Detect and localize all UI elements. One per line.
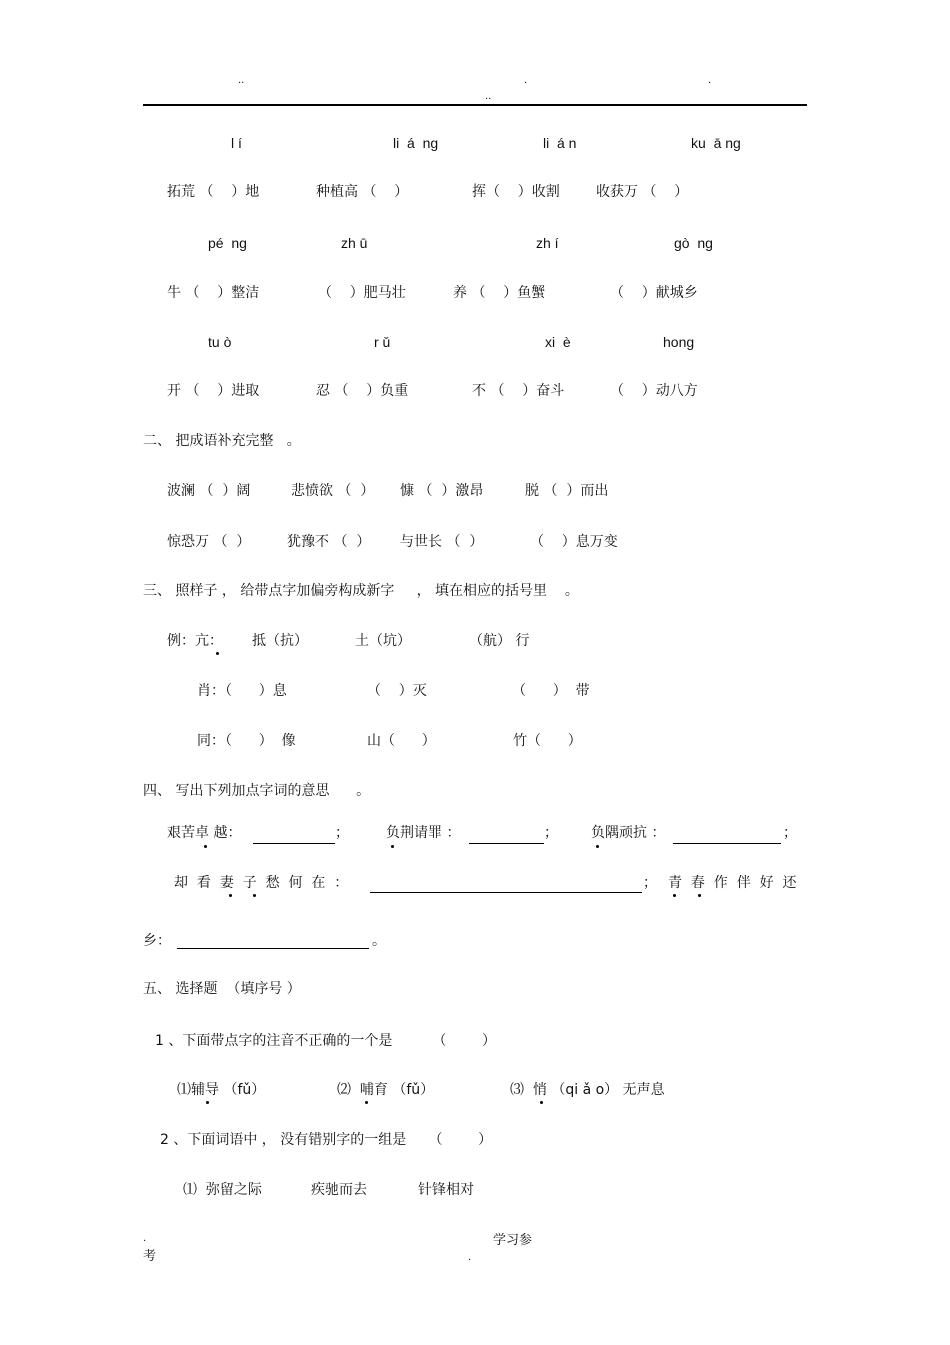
fill-blank-item: 挥（ ）收割 bbox=[472, 184, 560, 200]
idiom-item: 惊恐万 （ ） bbox=[167, 534, 251, 550]
fill-blank-item: 忍 （ ）负重 bbox=[316, 383, 409, 399]
poem-prompt: 青 春 作 伴 好 还 bbox=[668, 875, 797, 891]
option: 针锋相对 bbox=[418, 1182, 474, 1198]
option: ⑴ 弥留之际 bbox=[183, 1182, 262, 1198]
header-mark: . bbox=[708, 75, 712, 86]
idiom-item: 波澜 （ ）阔 bbox=[167, 483, 251, 499]
answer-line[interactable] bbox=[177, 948, 369, 949]
option: 疾驰而去 bbox=[311, 1182, 367, 1198]
semicolon: ； bbox=[544, 825, 558, 841]
pinyin: r ǔ bbox=[374, 334, 391, 350]
example-item: 抵（抗） bbox=[252, 633, 308, 649]
radical-item: 山（ ） bbox=[367, 733, 436, 749]
emphasis-dot bbox=[698, 894, 701, 897]
emphasis-dot bbox=[253, 894, 256, 897]
period: 。 bbox=[372, 933, 386, 949]
poem-prompt: 乡： bbox=[143, 933, 171, 949]
idiom-item: （ ）息万变 bbox=[530, 534, 618, 550]
radical-item: 竹（ ） bbox=[513, 733, 582, 749]
answer-line[interactable] bbox=[469, 843, 544, 844]
header-mark: .. bbox=[238, 75, 245, 86]
pinyin: zh í bbox=[536, 235, 559, 251]
fill-blank-item: 不 （ ）奋斗 bbox=[472, 383, 565, 399]
emphasis-dot bbox=[365, 1101, 368, 1104]
section-title: 三、 照样子 ， 给带点字加偏旁构成新字 ， 填在相应的括号里 。 bbox=[143, 583, 579, 599]
answer-line[interactable] bbox=[370, 892, 642, 893]
word-prompt: 负隅顽抗 ： bbox=[591, 825, 666, 841]
header-rule bbox=[143, 104, 807, 106]
emphasis-dot bbox=[391, 845, 394, 848]
word-prompt: 艰苦卓 越： bbox=[167, 825, 242, 841]
idiom-item: 慷 （ ）激昂 bbox=[400, 483, 484, 499]
footer-text: 学习参 bbox=[493, 1233, 533, 1248]
example-item: （航） 行 bbox=[469, 633, 530, 649]
option: ⑶ 悄 （qi ǎ o） 无声息 bbox=[510, 1082, 665, 1098]
header-mark: .. bbox=[485, 91, 492, 102]
fill-blank-item: 开 （ ）进取 bbox=[167, 383, 260, 399]
emphasis-dot bbox=[229, 894, 232, 897]
fill-blank-item: （ ）肥马壮 bbox=[318, 285, 406, 301]
fill-blank-item: （ ）动八方 bbox=[610, 383, 698, 399]
idiom-item: 悲愤欲 （ ） bbox=[291, 483, 375, 499]
poem-prompt: 却 看 妻 子 愁 何 在 ： bbox=[174, 875, 349, 891]
section-title: 二、 把成语补充完整 。 bbox=[143, 433, 301, 449]
idiom-item: 与世长 （ ） bbox=[400, 534, 484, 550]
pinyin: li á n bbox=[543, 135, 577, 151]
question: 1 、下面带点字的注音不正确的一个是 （ ） bbox=[155, 1033, 497, 1049]
fill-blank-item: 养 （ ）鱼蟹 bbox=[453, 285, 546, 301]
pinyin: gò ng bbox=[674, 235, 713, 251]
fill-blank-item: 牛 （ ）整洁 bbox=[167, 285, 260, 301]
fill-blank-item: （ ）献城乡 bbox=[610, 285, 698, 301]
emphasis-dot bbox=[540, 1101, 543, 1104]
fill-blank-item: 拓荒 （ ）地 bbox=[167, 184, 260, 200]
answer-line[interactable] bbox=[673, 843, 781, 844]
emphasis-dot bbox=[216, 652, 219, 655]
emphasis-dot bbox=[596, 845, 599, 848]
fill-blank-item: 收获万 （ ） bbox=[596, 184, 689, 200]
pinyin: ku ā ng bbox=[691, 135, 741, 151]
radical-item: 肖：（ ）息 bbox=[197, 683, 287, 699]
section-title: 四、 写出下列加点字词的意思 。 bbox=[143, 783, 371, 799]
semicolon: ； bbox=[783, 825, 797, 841]
pinyin: li á ng bbox=[393, 135, 439, 151]
footer-text: 考 bbox=[143, 1249, 157, 1264]
example-label: 例：亢： bbox=[167, 633, 223, 649]
pinyin: zh ū bbox=[341, 235, 368, 251]
section-title: 五、 选择题 （填序号 ） bbox=[143, 981, 301, 997]
answer-line[interactable] bbox=[253, 843, 335, 844]
radical-item: （ ）灭 bbox=[367, 683, 427, 699]
question: 2 、下面词语中 ， 没有错别字的一组是 （ ） bbox=[160, 1132, 493, 1148]
emphasis-dot bbox=[673, 894, 676, 897]
radical-item: 同：（ ） 像 bbox=[197, 733, 296, 749]
pinyin: l í bbox=[231, 135, 242, 151]
pinyin: xi è bbox=[545, 334, 571, 350]
emphasis-dot bbox=[206, 1101, 209, 1104]
word-prompt: 负荆请罪 ： bbox=[386, 825, 461, 841]
semicolon: ； bbox=[643, 875, 657, 891]
header-mark: . bbox=[524, 75, 528, 86]
option: ⑴辅导 （fǔ） bbox=[177, 1082, 266, 1098]
option: ⑵ 哺育 （fǔ） bbox=[337, 1082, 435, 1098]
semicolon: ； bbox=[335, 825, 349, 841]
fill-blank-item: 种植高 （ ） bbox=[316, 184, 409, 200]
example-item: 土（坑） bbox=[355, 633, 411, 649]
idiom-item: 犹豫不 （ ） bbox=[287, 534, 371, 550]
footer-mark: . bbox=[468, 1252, 472, 1263]
pinyin: tu ò bbox=[208, 334, 232, 350]
footer-mark: . bbox=[143, 1233, 147, 1244]
radical-item: （ ） 带 bbox=[512, 683, 590, 699]
idiom-item: 脱 （ ）而出 bbox=[525, 483, 609, 499]
pinyin: pé ng bbox=[208, 235, 247, 251]
pinyin: hong bbox=[663, 334, 695, 350]
emphasis-dot bbox=[204, 845, 207, 848]
